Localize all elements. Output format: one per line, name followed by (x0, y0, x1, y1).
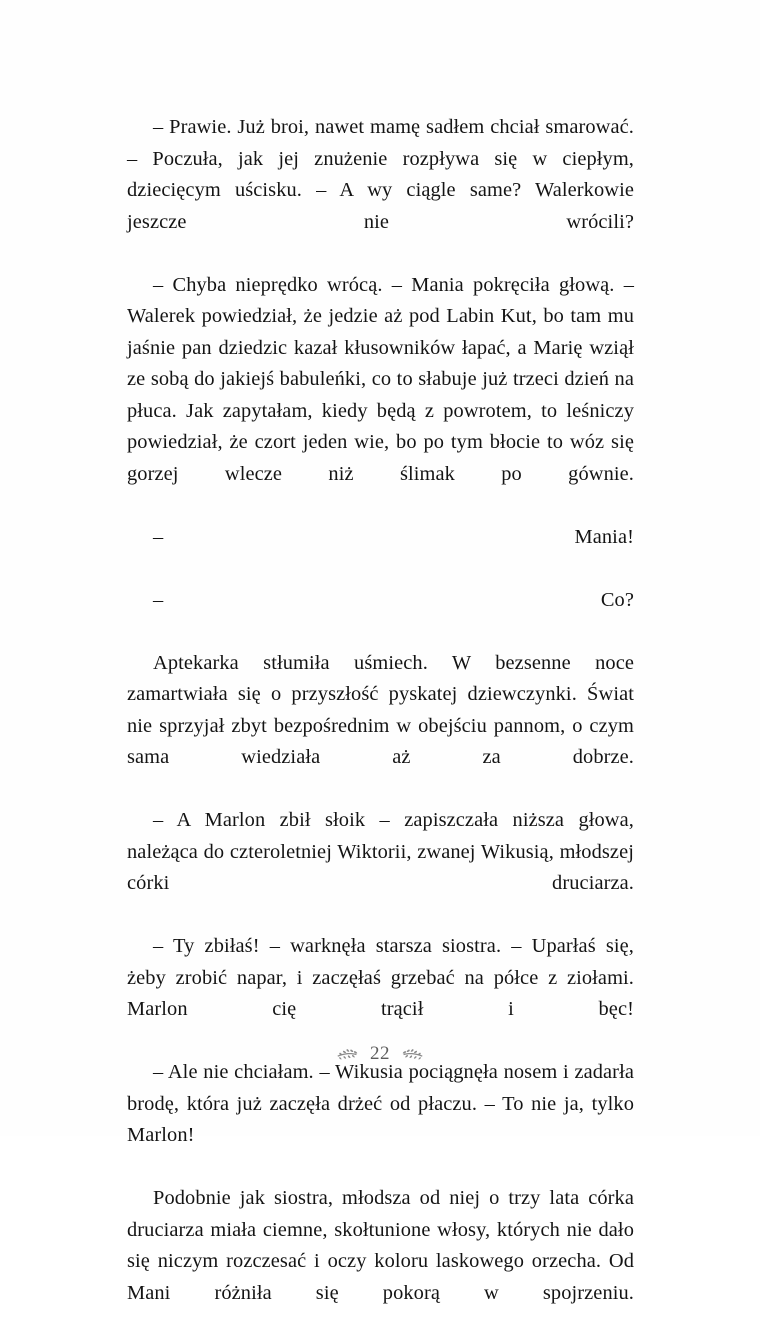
paragraph: – Ale nie chciałam. – Wikusia pociągnęła nosem i zadarła brodę, która już zaczęła drżeć od płaczu. – To nie ja, tylko Marlon! (127, 1061, 634, 1146)
paragraph: – Mania! (153, 525, 634, 548)
paragraph: – Ty zbiłaś! – warknęła starsza siostra. – Uparłaś się, żeby zrobić napar, i zaczęłaś grzebać na półce z ziołami. Marlon cię trącił i bęc! (127, 935, 634, 1020)
paragraph: – Co? (153, 588, 634, 611)
page-number: 22 (370, 1042, 390, 1064)
paragraph: – Prawie. Już broi, nawet mamę sadłem chciał smarować. – Poczuła, jak jej znużenie rozpływa się w ciepłym, dziecięcym uścisku. – A wy ciągle same? Walerkowie jeszcze nie wrócili? (127, 116, 634, 233)
paragraph: – A Marlon zbił słoik – zapiszczała niższa głowa, należąca do czteroletniej Wiktorii, zwanej Wikusią, młodszej córki druciarza. (127, 809, 634, 894)
paragraph: Aptekarka stłumiła uśmiech. W bezsenne noce zamartwiała się o przyszłość pyskatej dziewczynki. Świat nie sprzyjał zbyt bezpośrednim w obejściu pannom, o czym sama wiedziała aż za dobrze. (127, 651, 634, 768)
leaf-sprig-ornament-left-icon (335, 1043, 359, 1063)
page-footer (0, 1043, 760, 1063)
paragraph: Podobnie jak siostra, młodsza od niej o trzy lata córka druciarza miała ciemne, skołtunione włosy, których nie dało się niczym rozczesać i oczy koloru laskowego orzecha. Od Mani różniła się pokorą w spojrzeniu. (127, 1187, 634, 1304)
paragraph: – Chyba nieprędko wrócą. – Mania pokręciła głową. – Walerek powiedział, że jedzie aż pod Labin Kut, bo tam mu jaśnie pan dziedzic kazał kłusowników łapać, a Marię wziął ze sobą do jakiejś babuleńki, co to słabuje już trzeci dzień na płuca. Jak zapytałam, kiedy będą z powrotem, to leśniczy powiedział, że czort jeden wie, bo po tym błocie to wóz się gorzej wlecze niż ślimak po gównie. (127, 273, 634, 485)
leaf-sprig-ornament-right-icon (401, 1043, 425, 1063)
page-text-block (127, 112, 634, 1341)
